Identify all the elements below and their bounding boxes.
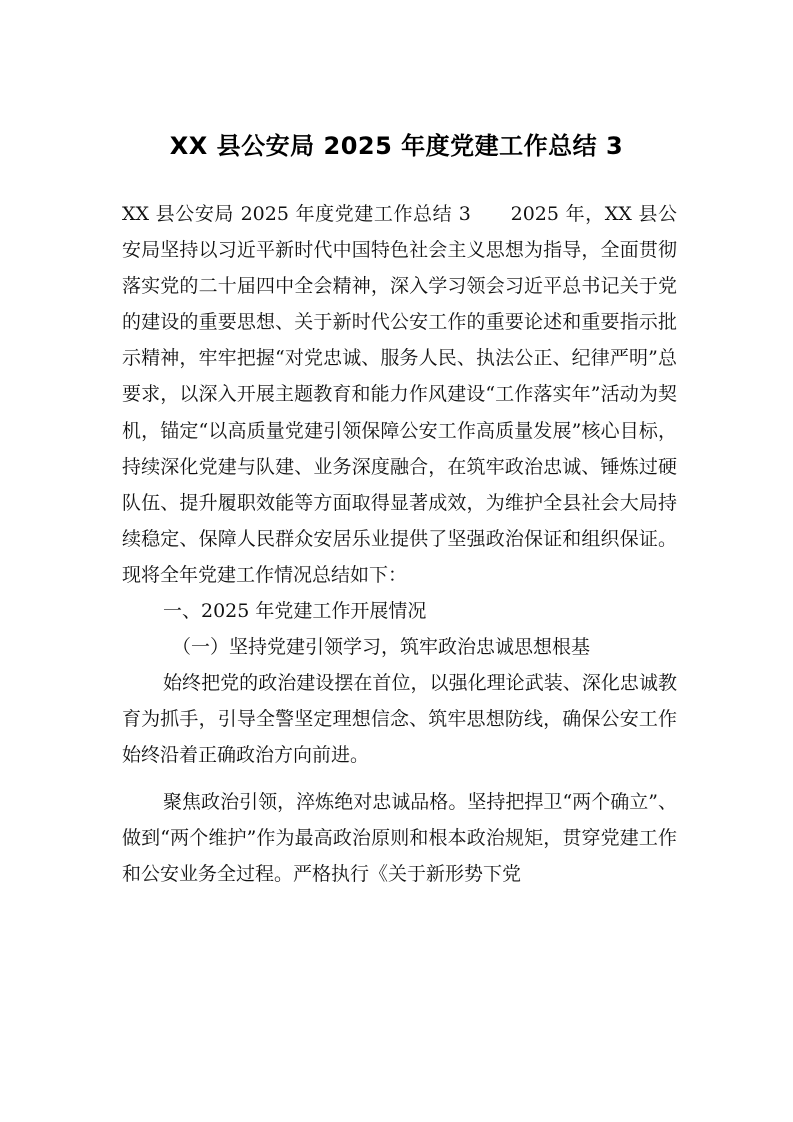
body-paragraph-2: 聚焦政治引领，淬炼绝对忠诚品格。坚持把捍卫“两个确立”、做到“两个维护”作为最高政治原则和根本政治规矩，贯穿党建工作和公安业务全过程。严格执行《关于新形势下党 — [122, 790, 677, 885]
document-body — [122, 196, 677, 892]
body-paragraph-1: 始终把党的政治建设摆在首位，以强化理论武装、深化忠诚教育为抓手，引导全警坚定理想信念、筑牢思想防线，确保公安工作始终沿着正确政治方向前进。 — [122, 672, 677, 767]
subsection-heading: （一）坚持党建引领学习，筑牢政治忠诚思想根基 — [172, 636, 591, 659]
document-title: XX 县公安局 2025 年度党建工作总结 3 — [169, 132, 624, 160]
intro-paragraph: XX 县公安局 2025 年度党建工作总结 3 2025 年，XX 县公安局坚持以习近平新时代中国特色社会主义思想为指导，全面贯彻落实党的二十届四中全会精神，深入学习领会习近平总书记关于党的建设的重要思想、关于新时代公安工作的重要论述和重要指示批示精神，牢牢把握“对党忠诚、服务人民、执法公正、纪律严明”总要求，以深入开展主题教育和能力作风建设“工作落实年”活动为契机，锚定“以高质量党建引领保障公安工作高质量发展”核心目标，持续深化党建与队建、业务深度融合，在筑牢政治忠诚、锤炼过硬队伍、提升履职效能等方面取得显著成效，为维护全县社会大局持续稳定、保障人民群众安居乐业提供了坚强政治保证和组织保证。现将全年党建工作情况总结如下： — [122, 203, 677, 586]
section-heading: 一、2025 年党建工作开展情况 — [163, 600, 427, 623]
